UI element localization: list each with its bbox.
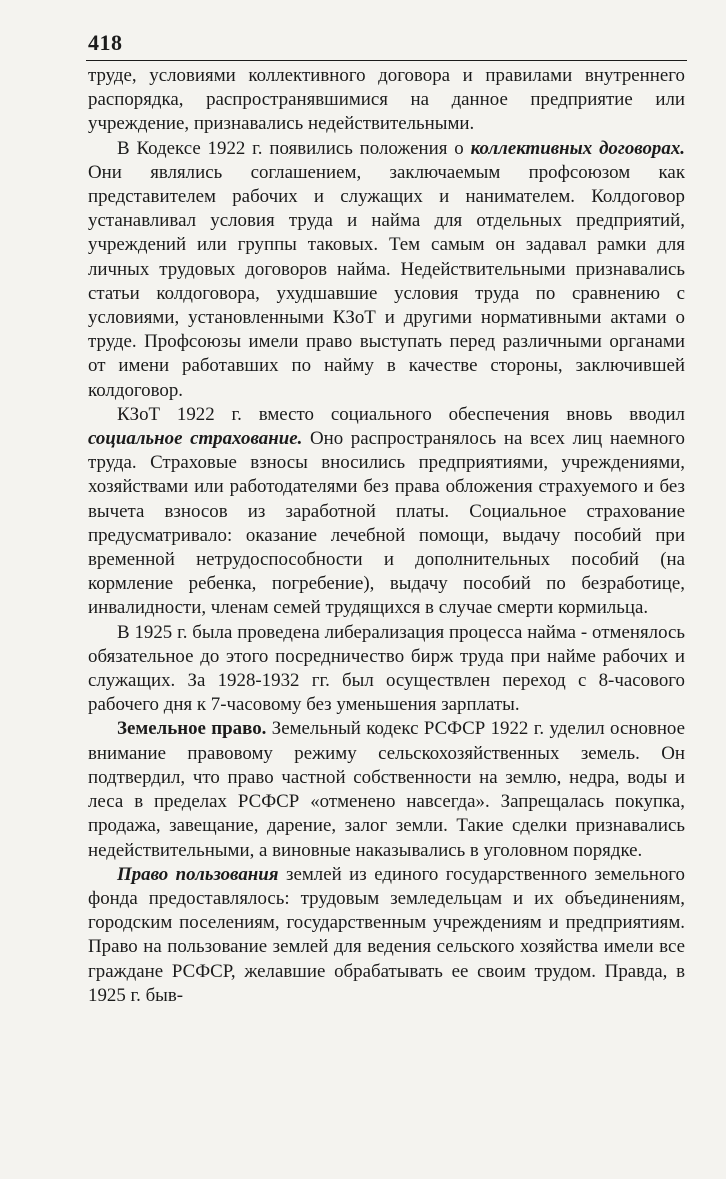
paragraph-text: В Кодексе 1922 г. появились положения о [117, 137, 471, 159]
term-social-insurance: социальное страхование. [88, 428, 303, 450]
paragraph-text: Оно распространялось на всех лиц наемного труда. Страховые взносы вносились предприятиями, учреждениями, хозяйствами или работодателями без права обложения страхуемого и без вычета взносов из заработной платы. Социальное страхование предусматривало: оказание лечебной помощи, выдачу пособий при временной нетрудоспособности и дополнительных пособий (на кормление ребенка, погребение), выдачу пособий по безработице, инвалидности, членам семей трудящихся в случае смерти кормильца. [88, 428, 685, 619]
paragraph-5 [88, 717, 685, 862]
term-collective-agreements: коллективных договорах. [470, 137, 685, 159]
paragraph-4 [88, 621, 685, 718]
paragraph-6 [88, 863, 685, 1008]
paragraph-text: Земельный кодекс РСФСР 1922 г. уделил основное внимание правовому режиму сельскохозяйственных земель. Он подтвердил, что право частной собственности на землю, недра, воды и леса в пределах РСФСР «отменено навсегда». Запрещалась покупка, продажа, завещание, дарение, залог земли. Такие сделки признавались недействительными, а виновные наказывались в уголовном порядке. [88, 718, 685, 861]
body-text [88, 64, 685, 1008]
paragraph-2 [88, 137, 685, 403]
header-rule [86, 60, 687, 61]
paragraph-1 [88, 64, 685, 137]
paragraph-text: В 1925 г. была проведена либерализация процесса найма - отменялось обязательное до этого посредничество бирж труда при найме рабочих и служащих. За 1928-1932 гг. был осуществлен переход с 8-часового рабочего дня к 7-часовому без уменьшения зарплаты. [88, 621, 685, 716]
paragraph-text: землей из единого государственного земельного фонда предоставлялось: трудовым земледельцам и их объединениям, городским поселениям, государственным учреждениям и предприятиям. Право на пользование землей для ведения сельского хозяйства имели все граждане РСФСР, желавшие обрабатывать ее своим трудом. Правда, в 1925 г. быв- [88, 863, 685, 1006]
paragraph-3 [88, 403, 685, 621]
term-right-of-use: Право пользования [117, 863, 279, 885]
paragraph-text: КЗоТ 1922 г. вместо социального обеспечения вновь вводил [117, 403, 685, 425]
paragraph-text: Они являлись соглашением, заключаемым профсоюзом как представителем рабочих и служащих и нанимателем. Колдоговор устанавливал условия труда и найма для отдельных предприятий, учреждений или группы таковых. Тем самым он задавал рамки для личных трудовых договоров найма. Недействительными признавались статьи колдоговора, ухудшавшие условия труда по сравнению с условиями, установленными КЗоТ и другими нормативными актами о труде. Профсоюзы имели право выступать перед различными органами от имени работавших по найму в качестве стороны, заключившей колдоговор. [88, 161, 685, 401]
paragraph-text: труде, условиями коллективного договора и правилами внутреннего распорядка, распространявшимися на данное предприятие или учреждение, признавались недействительными. [88, 65, 685, 135]
page-number: 418 [88, 30, 123, 55]
section-heading-land-law: Земельное право. [117, 718, 267, 740]
